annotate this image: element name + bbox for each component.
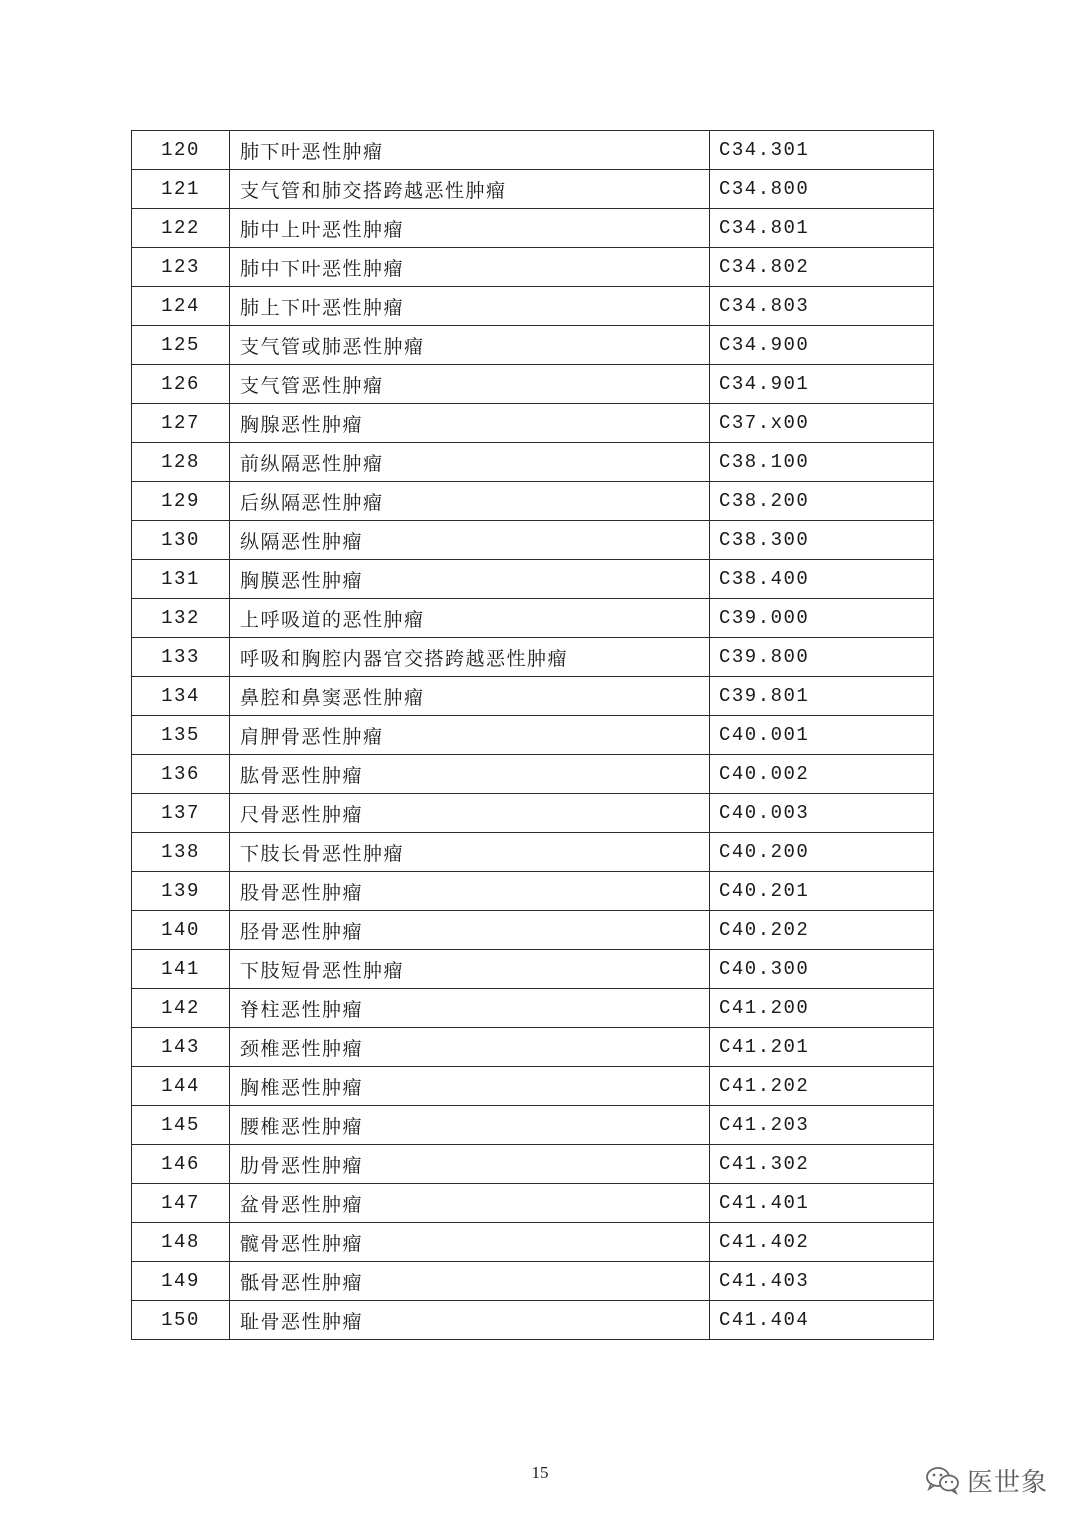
table-row (132, 404, 934, 443)
disease-name-cell: 呼吸和胸腔内器官交搭跨越恶性肿瘤 (230, 638, 710, 677)
disease-code-cell: C38.100 (710, 443, 934, 482)
wechat-icon (925, 1465, 961, 1495)
row-number-cell: 145 (132, 1106, 230, 1145)
disease-name-cell: 腰椎恶性肿瘤 (230, 1106, 710, 1145)
disease-code-cell: C40.003 (710, 794, 934, 833)
table-row (132, 170, 934, 209)
disease-name-cell: 肺中下叶恶性肿瘤 (230, 248, 710, 287)
row-number-cell: 131 (132, 560, 230, 599)
row-number-cell: 134 (132, 677, 230, 716)
row-number-cell: 133 (132, 638, 230, 677)
disease-name-cell: 支气管或肺恶性肿瘤 (230, 326, 710, 365)
disease-name-cell: 肋骨恶性肿瘤 (230, 1145, 710, 1184)
disease-code-table (131, 130, 934, 1340)
table-row (132, 131, 934, 170)
disease-name-cell: 颈椎恶性肿瘤 (230, 1028, 710, 1067)
table-row (132, 365, 934, 404)
row-number-cell: 149 (132, 1262, 230, 1301)
disease-code-cell: C39.000 (710, 599, 934, 638)
disease-name-cell: 下肢短骨恶性肿瘤 (230, 950, 710, 989)
row-number-cell: 139 (132, 872, 230, 911)
disease-code-cell: C34.900 (710, 326, 934, 365)
row-number-cell: 140 (132, 911, 230, 950)
table-row (132, 677, 934, 716)
disease-code-cell: C41.302 (710, 1145, 934, 1184)
disease-name-cell: 支气管和肺交搭跨越恶性肿瘤 (230, 170, 710, 209)
disease-code-cell: C41.202 (710, 1067, 934, 1106)
disease-name-cell: 尺骨恶性肿瘤 (230, 794, 710, 833)
row-number-cell: 148 (132, 1223, 230, 1262)
table-row (132, 1184, 934, 1223)
table-row (132, 1223, 934, 1262)
table-row (132, 209, 934, 248)
row-number-cell: 124 (132, 287, 230, 326)
disease-name-cell: 耻骨恶性肿瘤 (230, 1301, 710, 1340)
disease-name-cell: 肺下叶恶性肿瘤 (230, 131, 710, 170)
disease-code-cell: C41.403 (710, 1262, 934, 1301)
row-number-cell: 126 (132, 365, 230, 404)
row-number-cell: 143 (132, 1028, 230, 1067)
watermark-text: 医世象 (967, 1467, 1049, 1498)
disease-code-cell: C39.800 (710, 638, 934, 677)
disease-code-cell: C34.901 (710, 365, 934, 404)
disease-name-cell: 股骨恶性肿瘤 (230, 872, 710, 911)
disease-code-cell: C40.200 (710, 833, 934, 872)
disease-code-cell: C40.001 (710, 716, 934, 755)
disease-name-cell: 肱骨恶性肿瘤 (230, 755, 710, 794)
row-number-cell: 135 (132, 716, 230, 755)
table-row (132, 287, 934, 326)
table-row (132, 989, 934, 1028)
disease-code-cell: C41.404 (710, 1301, 934, 1340)
disease-name-cell: 髋骨恶性肿瘤 (230, 1223, 710, 1262)
disease-code-cell: C40.202 (710, 911, 934, 950)
table-row (132, 950, 934, 989)
disease-code-cell: C40.002 (710, 755, 934, 794)
row-number-cell: 123 (132, 248, 230, 287)
disease-name-cell: 脊柱恶性肿瘤 (230, 989, 710, 1028)
disease-name-cell: 肺上下叶恶性肿瘤 (230, 287, 710, 326)
disease-code-cell: C40.201 (710, 872, 934, 911)
row-number-cell: 141 (132, 950, 230, 989)
disease-name-cell: 胫骨恶性肿瘤 (230, 911, 710, 950)
row-number-cell: 142 (132, 989, 230, 1028)
table-row (132, 560, 934, 599)
disease-code-cell: C41.200 (710, 989, 934, 1028)
disease-code-cell: C41.203 (710, 1106, 934, 1145)
row-number-cell: 138 (132, 833, 230, 872)
row-number-cell: 150 (132, 1301, 230, 1340)
table-row (132, 1106, 934, 1145)
row-number-cell: 129 (132, 482, 230, 521)
row-number-cell: 144 (132, 1067, 230, 1106)
row-number-cell: 125 (132, 326, 230, 365)
disease-name-cell: 纵隔恶性肿瘤 (230, 521, 710, 560)
row-number-cell: 121 (132, 170, 230, 209)
disease-code-cell: C34.800 (710, 170, 934, 209)
disease-code-cell: C40.300 (710, 950, 934, 989)
disease-name-cell: 鼻腔和鼻窦恶性肿瘤 (230, 677, 710, 716)
table-row (132, 482, 934, 521)
disease-name-cell: 支气管恶性肿瘤 (230, 365, 710, 404)
row-number-cell: 147 (132, 1184, 230, 1223)
table-row (132, 1028, 934, 1067)
row-number-cell: 127 (132, 404, 230, 443)
disease-code-cell: C34.802 (710, 248, 934, 287)
row-number-cell: 132 (132, 599, 230, 638)
disease-code-cell: C34.301 (710, 131, 934, 170)
table-row (132, 521, 934, 560)
row-number-cell: 130 (132, 521, 230, 560)
page-number: 15 (531, 1463, 549, 1482)
table-row (132, 833, 934, 872)
table-row (132, 872, 934, 911)
table-row (132, 1301, 934, 1340)
table-row (132, 911, 934, 950)
table-row (132, 326, 934, 365)
disease-name-cell: 盆骨恶性肿瘤 (230, 1184, 710, 1223)
disease-code-cell: C39.801 (710, 677, 934, 716)
disease-name-cell: 上呼吸道的恶性肿瘤 (230, 599, 710, 638)
table-row (132, 1067, 934, 1106)
table-row (132, 716, 934, 755)
table-row (132, 1262, 934, 1301)
disease-code-cell: C34.801 (710, 209, 934, 248)
table-row (132, 443, 934, 482)
row-number-cell: 146 (132, 1145, 230, 1184)
table-row (132, 794, 934, 833)
disease-name-cell: 下肢长骨恶性肿瘤 (230, 833, 710, 872)
disease-name-cell: 胸膜恶性肿瘤 (230, 560, 710, 599)
disease-name-cell: 后纵隔恶性肿瘤 (230, 482, 710, 521)
table-row (132, 248, 934, 287)
row-number-cell: 122 (132, 209, 230, 248)
disease-name-cell: 肩胛骨恶性肿瘤 (230, 716, 710, 755)
table-row (132, 1145, 934, 1184)
disease-code-cell: C34.803 (710, 287, 934, 326)
table-body (132, 131, 934, 1340)
row-number-cell: 137 (132, 794, 230, 833)
watermark (925, 1460, 1048, 1500)
disease-code-cell: C38.400 (710, 560, 934, 599)
disease-name-cell: 前纵隔恶性肿瘤 (230, 443, 710, 482)
disease-code-cell: C41.201 (710, 1028, 934, 1067)
disease-code-cell: C38.300 (710, 521, 934, 560)
row-number-cell: 128 (132, 443, 230, 482)
disease-name-cell: 骶骨恶性肿瘤 (230, 1262, 710, 1301)
table-row (132, 755, 934, 794)
disease-code-cell: C37.x00 (710, 404, 934, 443)
row-number-cell: 136 (132, 755, 230, 794)
table-row (132, 599, 934, 638)
disease-name-cell: 肺中上叶恶性肿瘤 (230, 209, 710, 248)
table-row (132, 638, 934, 677)
disease-code-cell: C41.402 (710, 1223, 934, 1262)
disease-code-cell: C38.200 (710, 482, 934, 521)
disease-code-cell: C41.401 (710, 1184, 934, 1223)
disease-name-cell: 胸腺恶性肿瘤 (230, 404, 710, 443)
row-number-cell: 120 (132, 131, 230, 170)
disease-name-cell: 胸椎恶性肿瘤 (230, 1067, 710, 1106)
